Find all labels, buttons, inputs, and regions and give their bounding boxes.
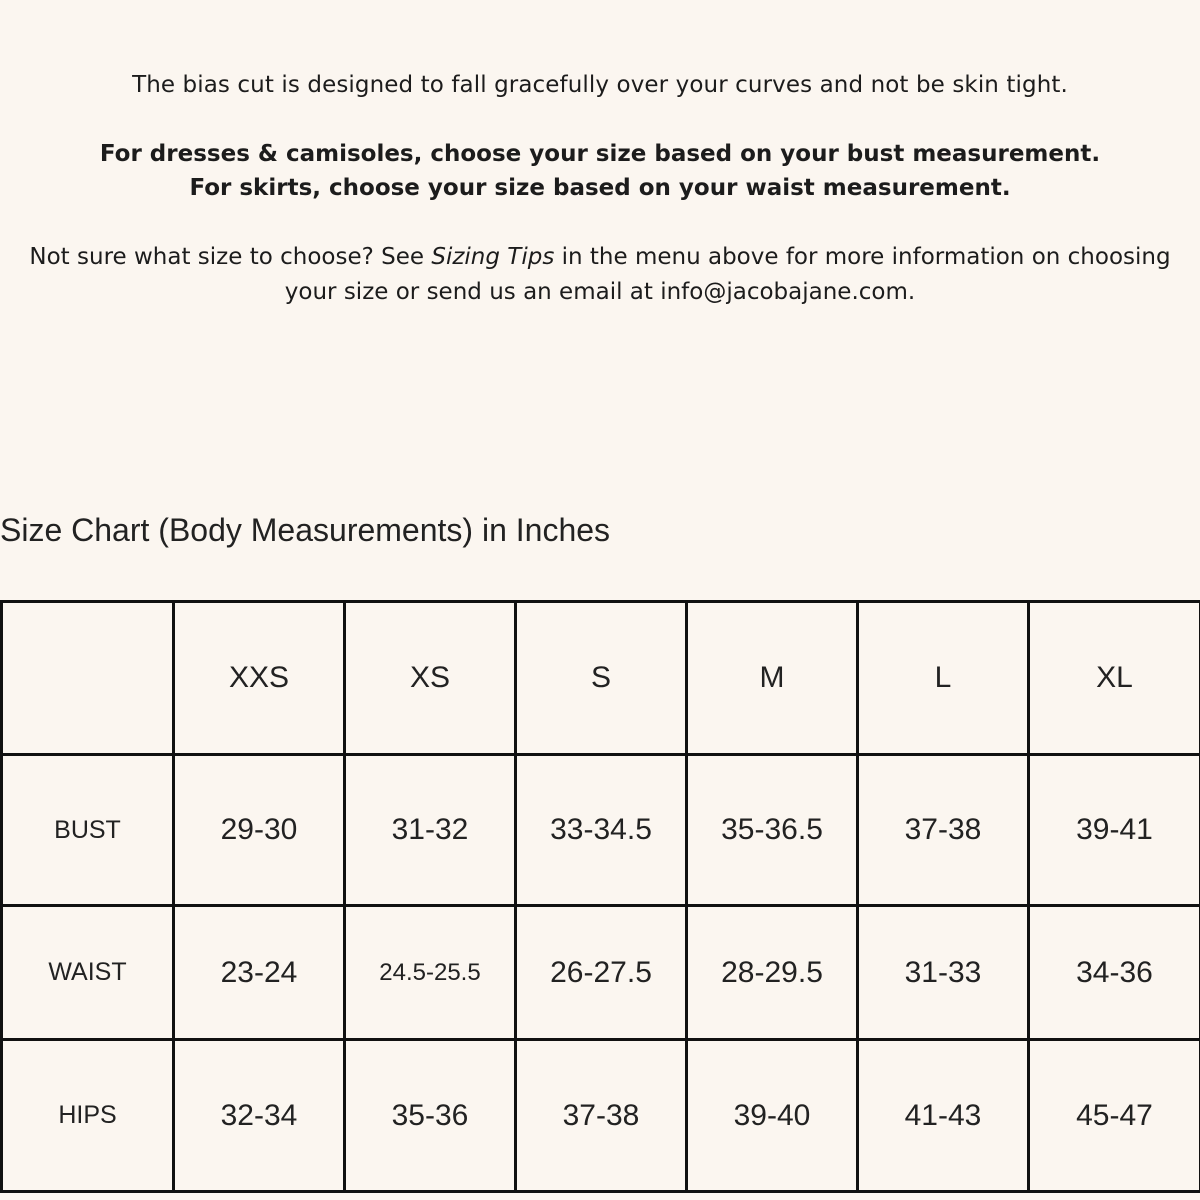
bust-xl: 39-41	[1029, 755, 1200, 906]
hips-s: 37-38	[516, 1040, 687, 1192]
sizing-help-prefix: Not sure what size to choose? See	[29, 244, 432, 270]
bust-xs: 31-32	[345, 755, 516, 906]
waist-xl: 34-36	[1029, 906, 1200, 1040]
size-chart-title: Size Chart (Body Measurements) in Inches	[0, 512, 611, 548]
size-instructions	[0, 137, 1200, 205]
waist-m: 28-29.5	[687, 906, 858, 1040]
sizing-tips-reference: Sizing Tips	[431, 244, 555, 270]
size-header-s: S	[516, 602, 687, 755]
hips-m: 39-40	[687, 1040, 858, 1192]
sizing-help-line-1	[0, 240, 1200, 275]
hips-l: 41-43	[858, 1040, 1029, 1192]
hips-xs: 35-36	[345, 1040, 516, 1192]
sizing-help-suffix: in the menu above for more information on choosing	[554, 244, 1171, 270]
waist-s: 26-27.5	[516, 906, 687, 1040]
bust-m: 35-36.5	[687, 755, 858, 906]
size-header-row	[2, 602, 1200, 755]
bust-row	[2, 755, 1200, 906]
bust-xxs: 29-30	[174, 755, 345, 906]
hips-row	[2, 1040, 1200, 1192]
hips-label: HIPS	[2, 1040, 174, 1192]
skirts-instruction: For skirts, choose your size based on your waist measurement.	[189, 175, 1011, 201]
intro-text: The bias cut is designed to fall gracefully over your curves and not be skin tight.	[132, 72, 1068, 98]
size-header-l: L	[858, 602, 1029, 755]
corner-cell	[2, 602, 174, 755]
size-header-m: M	[687, 602, 858, 755]
waist-xxs: 23-24	[174, 906, 345, 1040]
bust-l: 37-38	[858, 755, 1029, 906]
sizing-help	[0, 240, 1200, 310]
dresses-instruction: For dresses & camisoles, choose your size based on your bust measurement.	[99, 141, 1101, 167]
bust-label: BUST	[2, 755, 174, 906]
waist-l: 31-33	[858, 906, 1029, 1040]
size-chart-table	[0, 600, 1200, 1193]
bust-s: 33-34.5	[516, 755, 687, 906]
hips-xxs: 32-34	[174, 1040, 345, 1192]
hips-xl: 45-47	[1029, 1040, 1200, 1192]
waist-xs: 24.5-25.5	[345, 906, 516, 1040]
size-header-xxs: XXS	[174, 602, 345, 755]
waist-label: WAIST	[2, 906, 174, 1040]
size-header-xs: XS	[345, 602, 516, 755]
size-header-xl: XL	[1029, 602, 1200, 755]
sizing-help-line-2: your size or send us an email at info@jacobajane.com.	[284, 279, 916, 305]
waist-row	[2, 906, 1200, 1040]
